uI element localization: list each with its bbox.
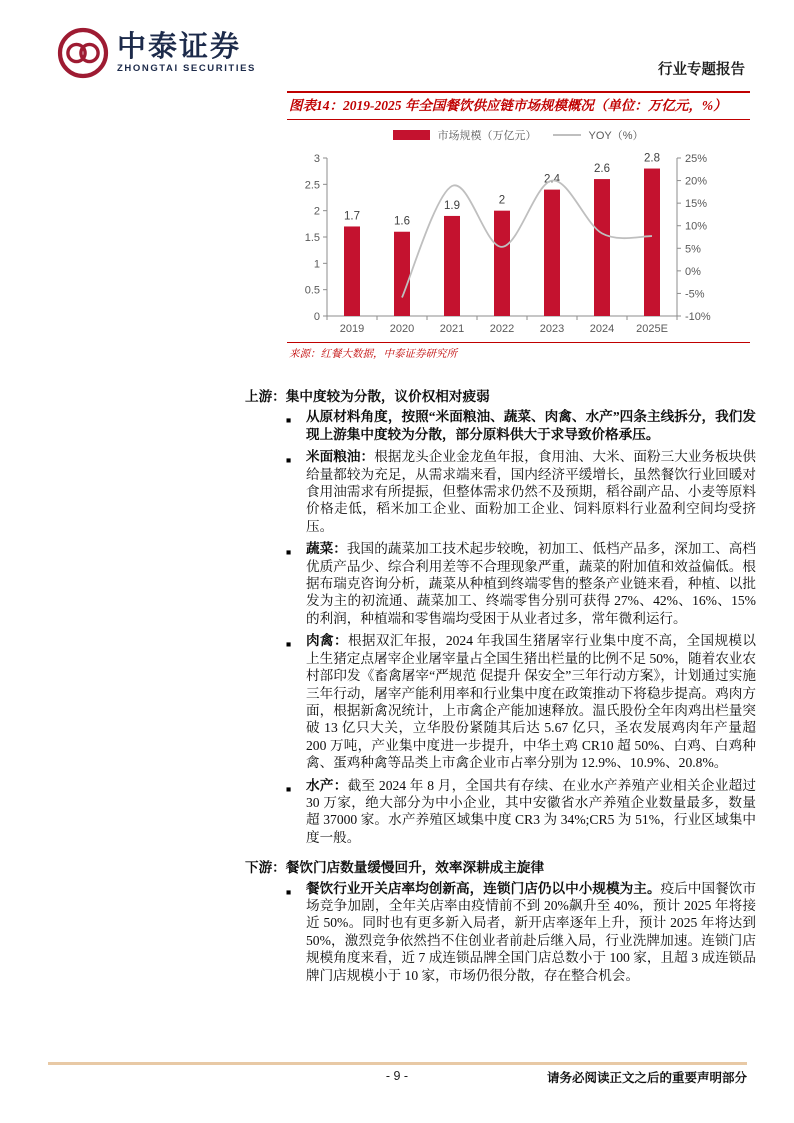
bullet-item (245, 408, 756, 443)
svg-text:2.8: 2.8 (644, 152, 660, 165)
legend-line-swatch-icon (553, 134, 581, 136)
bullet-item (245, 880, 756, 984)
svg-text:2022: 2022 (489, 323, 515, 335)
bullet-square-icon: ■ (286, 415, 292, 426)
body-section (245, 388, 756, 846)
svg-text:0: 0 (313, 311, 320, 323)
bullet-item (245, 540, 756, 627)
brand-name-en: ZHONGTAI SECURITIES (117, 62, 256, 74)
svg-text:1.7: 1.7 (344, 210, 360, 223)
body-section (245, 859, 756, 984)
bullet-item (245, 632, 756, 771)
svg-text:2.6: 2.6 (594, 163, 610, 176)
report-body (245, 388, 756, 989)
svg-text:25%: 25% (685, 153, 708, 165)
svg-text:0.5: 0.5 (304, 284, 320, 297)
svg-text:2: 2 (498, 194, 506, 207)
footer-divider (48, 1062, 747, 1065)
figure-block (287, 91, 750, 361)
figure-source: 来源：红餐大数据，中泰证券研究所 (287, 342, 750, 361)
chart-legend (287, 127, 750, 143)
zhongtai-emblem-icon (57, 27, 109, 79)
bullet-square-icon: ■ (286, 547, 292, 558)
bullet-square-icon: ■ (286, 783, 292, 794)
svg-text:15%: 15% (685, 198, 708, 211)
brand-logo (57, 27, 747, 79)
svg-text:1.6: 1.6 (394, 215, 410, 228)
bullet-text: 蔬菜：我国的蔬菜加工技术起步较晚，初加工、低档产品多，深加工、高档优质产品少、综合利用差等不合理现象严重，蔬菜的附加值和效益偏低。根据布瑞克咨询分析，蔬菜从种植到终端零售的整条产业链来看，种植、以批发为主的初流通、蔬菜加工、终端零售分别可获得 27%、42%、16%、15%的利润，种植端和零售端均受困于从业者过多，常年微利运行。 (306, 541, 757, 626)
bullet-square-icon: ■ (286, 886, 292, 897)
svg-text:-10%: -10% (685, 311, 711, 323)
svg-text:1: 1 (313, 258, 320, 271)
bullet-text: 米面粮油：根据龙头企业金龙鱼年报，食用油、大米、面粉三大业务板块供给量都较为充足，从需求端来看，国内经济平缓增长，虽然餐饮行业回暖对食用油需求有所提振，但整体需求仍然不及预期，稻谷副产品、小麦等原料价格走低，稻米加工企业、面粉加工企业、饲料原料行业盈利空间均受挤压。 (306, 449, 757, 534)
svg-text:5%: 5% (685, 243, 701, 256)
bullet-text: 餐饮行业开关店率均创新高，连锁门店仍以中小规模为主。疫后中国餐饮市场竞争加剧，全年关店率由疫情前不到 20%飙升至 40%，预计 2025 年将接近 50%。同时也有更多新入局者，新开店率逐年上升，预计 2025 年将达到 50%，激烈竞争依然挡不住创业者前赴后继入局，行业洗牌加速。连锁门店规模角度来看，近 7 成连锁品牌全国门店总数小于 100 家，且超 3 成连锁品牌门店规模小于 10 家，市场仍很分散，存在整合机会。 (306, 880, 756, 983)
svg-text:2.4: 2.4 (544, 173, 560, 186)
brand-name-cn: 中泰证券 (117, 31, 242, 64)
figure-title: 图表14：2019-2025 年全国餐饮供应链市场规模概况（单位：万亿元，%） (287, 91, 750, 120)
page-footer (0, 1058, 794, 1098)
market-size-chart (287, 144, 750, 340)
footer-notice: 请务必阅读正文之后的重要声明部分 (546, 1071, 747, 1085)
legend-bar-swatch-icon (393, 130, 430, 140)
legend-bar-label: 市场规模（万亿元） (437, 130, 537, 142)
svg-text:2020: 2020 (389, 323, 415, 335)
svg-text:2024: 2024 (589, 323, 615, 335)
svg-text:1.5: 1.5 (304, 232, 320, 244)
svg-text:-5%: -5% (685, 288, 705, 301)
bullet-text: 肉禽：根据双汇年报，2024 年我国生猪屠宰行业集中度不高，全国规模以上生猪定点屠宰企业屠宰量占全国生猪出栏量的比例不足 50%，随着农业农村部印发《畜禽屠宰“严规范 促提升 保安全”三年行动方案》，计划通过实施三年行动，屠宰产能利用率和行业集中度在政策推动下将稳步提高。鸡肉方面，根据新禽况统计，上市禽企产能加速释放。温氏股份全年肉鸡出栏量突破 13 亿只大关，立华股份紧随其后达 5.67 亿只，圣农发展鸡肉年产量超 200 万吨，产业集中度进一步提升，中华土鸡 CR10 超 50%、白鸡、白鸡种禽、蛋鸡种禽等品类上市禽企业市占率分别为 12.9%、10.9%、20.8%。 (306, 633, 757, 771)
page-number: - 9 - (385, 1069, 409, 1083)
svg-text:10%: 10% (685, 220, 708, 233)
bullet-text: 从原材料角度，按照“米面粮油、蔬菜、肉禽、水产”四条主线拆分，我们发现上游集中度较为分散，部分原料供大于求导致价格承压。 (306, 409, 756, 442)
svg-text:1.9: 1.9 (444, 199, 460, 212)
legend-line-label: YOY（%） (588, 130, 644, 142)
bullet-item (245, 777, 756, 847)
svg-text:2023: 2023 (539, 323, 565, 335)
svg-text:20%: 20% (685, 175, 708, 188)
svg-text:2019: 2019 (339, 323, 365, 335)
svg-text:2.5: 2.5 (304, 179, 320, 192)
bullet-square-icon: ■ (286, 455, 292, 466)
svg-text:2021: 2021 (439, 323, 465, 335)
report-type-label: 行业专题报告 (658, 62, 745, 78)
svg-text:3: 3 (313, 153, 320, 165)
bullet-text: 水产：截至 2024 年 8 月，全国共有存续、在业水产养殖产业相关企业超过 30 万家，绝大部分为中小企业，其中安徽省水产养殖企业数量最多，数量超 37000 家。水产养殖区域集中度 CR3 为 34%;CR5 为 51%，行业区域集中度一般。 (306, 777, 757, 845)
brand-text (117, 32, 256, 73)
bullet-square-icon: ■ (286, 639, 292, 650)
bullet-item (245, 448, 756, 535)
section-heading: 下游：餐饮门店数量缓慢回升，效率深耕成主旋律 (245, 860, 545, 876)
svg-text:2: 2 (313, 205, 320, 218)
svg-text:0%: 0% (685, 265, 701, 278)
page-header (57, 27, 747, 85)
section-heading: 上游：集中度较为分散，议价权相对疲弱 (245, 389, 490, 404)
svg-text:2025E: 2025E (636, 323, 668, 335)
